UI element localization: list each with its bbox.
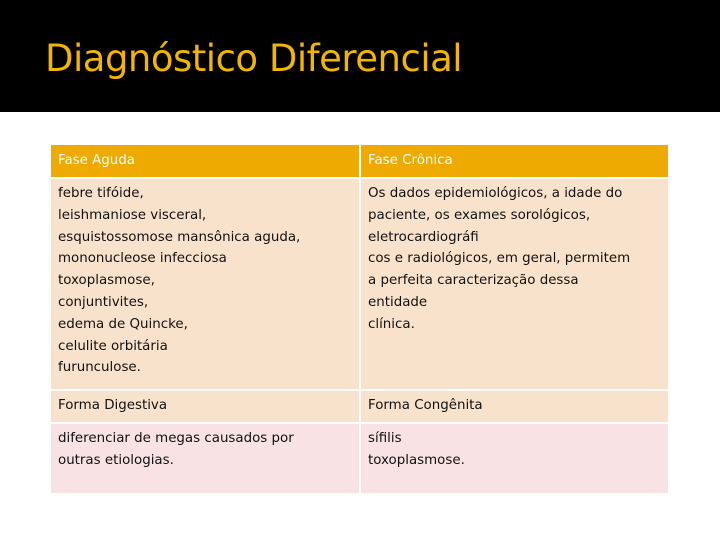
- text-line: Os dados epidemiológicos, a idade do: [368, 186, 623, 201]
- text-line: clínica.: [368, 316, 415, 332]
- title-bar: [0, 0, 720, 112]
- text-line: celulite orbitária: [58, 338, 168, 354]
- text-line: mononucleose infecciosa: [58, 251, 227, 267]
- table-row: [51, 390, 668, 423]
- table-row: [51, 145, 668, 178]
- text-line: eletrocardiográfi: [368, 229, 479, 245]
- cell-forma-digestiva-text: [51, 423, 360, 493]
- cell-forma-congenita: Forma Congênita: [360, 390, 668, 423]
- table-row: [51, 178, 668, 390]
- cell-forma-digestiva: Forma Digestiva: [51, 390, 360, 423]
- text-line: outras etiologias.: [58, 452, 174, 468]
- text-line: febre tifóide,: [58, 186, 144, 201]
- slide-title: Diagnóstico Diferencial: [45, 37, 463, 80]
- text-line: toxoplasmose.: [368, 452, 465, 468]
- text-line: sífilis: [368, 431, 402, 446]
- table-row: [51, 423, 668, 493]
- differential-diagnosis-table: [51, 145, 668, 493]
- text-line: esquistossomose mansônica aguda,: [58, 229, 301, 245]
- text-line: conjuntivites,: [58, 294, 149, 310]
- text-line: toxoplasmose,: [58, 273, 155, 289]
- text-line: entidade: [368, 294, 428, 310]
- header-cell-fase-cronica: Fase Crônica: [360, 145, 668, 178]
- text-line: edema de Quincke,: [58, 316, 188, 332]
- text-line: leishmaniose visceral,: [58, 207, 207, 223]
- cell-fase-cronica-text: [360, 178, 668, 390]
- text-line: paciente, os exames sorológicos,: [368, 207, 591, 223]
- header-cell-fase-aguda: Fase Aguda: [51, 145, 360, 178]
- text-line: cos e radiológicos, em geral, permitem: [368, 251, 631, 267]
- text-line: a perfeita caracterização dessa: [368, 273, 579, 289]
- cell-forma-congenita-text: [360, 423, 668, 493]
- text-line: furunculose.: [58, 360, 141, 376]
- cell-fase-aguda-conditions: [51, 178, 360, 390]
- text-line: diferenciar de megas causados por: [58, 431, 294, 446]
